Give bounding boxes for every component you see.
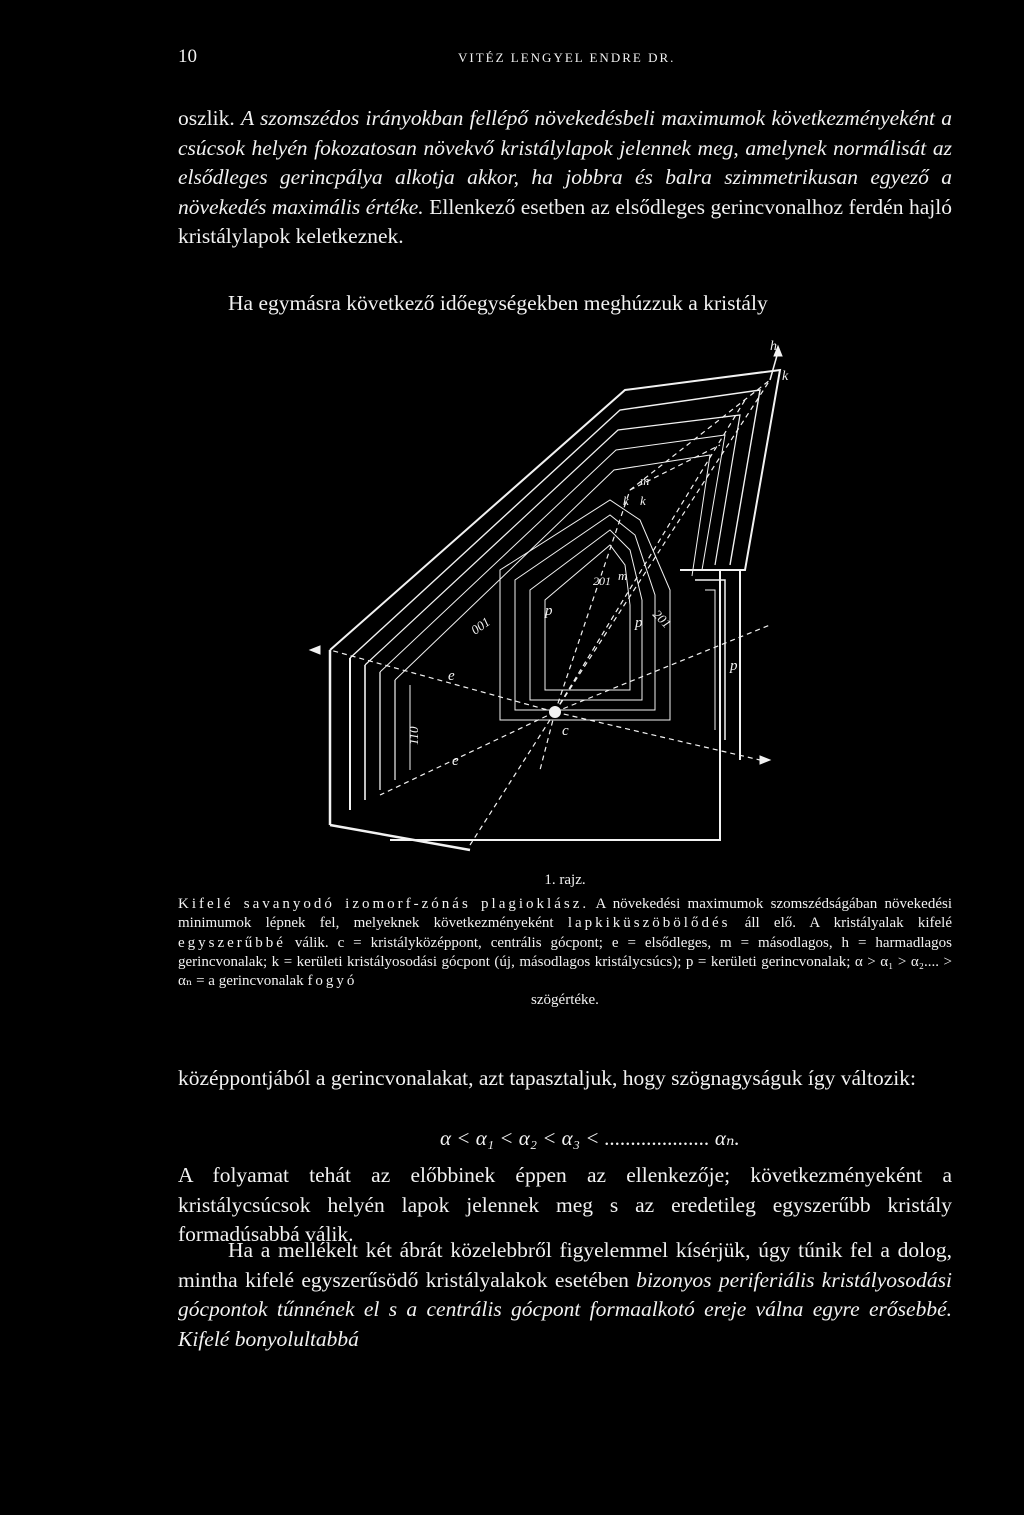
- caption-end: szögértéke.: [531, 992, 599, 1009]
- caption-sentence-4: áll elő. A kristályalak kifelé: [744, 915, 952, 932]
- paragraph-1-end: Ellenkező esetben az elsődleges gerincvonalhoz ferdén hajló kristálylapok keletkeznek.: [178, 194, 952, 249]
- label-n201b: 201: [649, 606, 675, 631]
- paragraph-5: [178, 1236, 952, 1354]
- page-header: [178, 46, 768, 76]
- figure-caption-title: 1. rajz.: [544, 872, 586, 888]
- crystal-figure: [300, 340, 800, 865]
- paragraph-2: Ha egymásra következő időegységekben meghúzzuk a kristály: [228, 291, 768, 315]
- label-n201: 201: [593, 574, 611, 588]
- paragraph-1: [178, 104, 952, 252]
- caption-spaced-word-1: lapkiküszöbölődés: [567, 915, 731, 932]
- label-m2: m: [618, 568, 628, 583]
- crystal-outline: [330, 370, 780, 850]
- running-title: VITÉZ LENGYEL ENDRE DR.: [458, 50, 676, 65]
- label-e-bottom: e: [452, 753, 459, 769]
- label-c: c: [562, 723, 569, 739]
- figure-caption: [178, 895, 952, 1011]
- label-n110: 110: [406, 726, 421, 745]
- paragraph-1-italic: A szomszédos irányokban fellépő növekedésbeli maximumok következményeként a csúcsok helyén fokozatosan növekvő kristálylapok jelennek meg, amelynek normálisát az elsődleges gerincpálya alkotja akkor, ha jobbra és balra szimmetrikusan egyező a növekedés maximális értéke.: [178, 106, 952, 219]
- label-p-right: p: [730, 658, 738, 674]
- label-m1: m: [640, 473, 650, 488]
- paragraph-5-italic: bizonyos periferiális kristályosodási gócpontok tűnnének el s a centrális gócpont formaalkotó ereje válna egyre erősebbé. Kifelé bonyolultabbá: [178, 1267, 952, 1351]
- caption-spaced-word-3: fogyó: [307, 973, 358, 990]
- caption-title-phrase: Kifelé savanyodó izomorf-zónás plagioklász.: [178, 896, 590, 912]
- caption-legend: válik. c = kristályközéppont, centrális gócpont; e = elsődleges, m = másodlagos, h = harmadlagos gerincvonalak; k = kerületi kristályosodási gócpont (új, másodlagos kristálycsúcs); p = kerületi gerincvonalak; α > α₁ > α₂.... > αₙ = a gerincvonalak: [178, 934, 952, 990]
- caption-sentence-2: A növekedési maximumok szomszédságában növekedési minimumok lépnek fel, melyeknek következményeként: [178, 896, 952, 932]
- label-e-top: e: [448, 668, 455, 684]
- paragraph-3: középpontjából a gerincvonalakat, azt tapasztaljuk, hogy szögnagyságuk így változik:: [178, 1066, 916, 1090]
- paragraph-4: A folyamat tehát az előbbinek éppen az ellenkezője; következményeként a kristálycsúcsok helyén lapok jelennek meg s az eredetileg egyszerűbb kristály formadúsabbá válik.: [178, 1163, 952, 1247]
- top-arrows: [310, 346, 782, 764]
- label-k-right: k: [640, 493, 646, 508]
- label-p-center: p: [635, 615, 643, 631]
- label-h: h: [770, 340, 777, 354]
- center-point: [549, 706, 561, 718]
- paragraph-5-start: Ha a mellékelt két ábrát közelebbről figyelemmel kísérjük, úgy tűnik fel a dolog, mintha kifelé egyszerűsödő kristályalakok esetében: [178, 1238, 952, 1292]
- label-p-left: p: [545, 603, 553, 619]
- label-k-left: k: [623, 493, 629, 508]
- paragraph-1-start: oszlik.: [178, 106, 235, 130]
- caption-spaced-word-2: egyszerűbbé: [178, 934, 286, 951]
- label-k-top: k: [782, 369, 789, 384]
- page-number: 10: [178, 46, 197, 67]
- label-n001: 001: [468, 613, 493, 638]
- crystal-core: [500, 500, 670, 720]
- angle-formula: α < α₁ < α₂ < α₃ < .................... αₙ.: [440, 1126, 740, 1150]
